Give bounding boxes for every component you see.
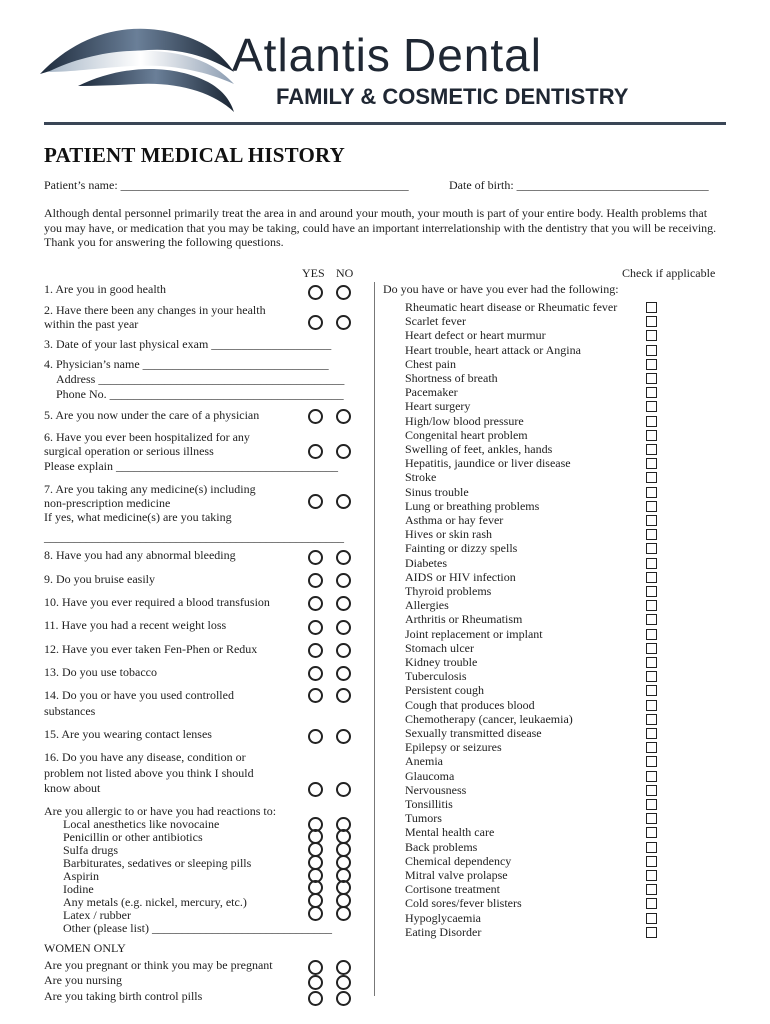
radio-no[interactable]	[336, 729, 351, 744]
question-text: 8. Have you had any abnormal bleeding	[44, 548, 236, 562]
question-text: surgical operation or serious illness	[44, 444, 214, 458]
question-text: Are you nursing	[44, 973, 122, 987]
radio-no[interactable]	[336, 409, 351, 424]
condition-checkbox[interactable]	[646, 700, 657, 711]
condition-label: Diabetes	[405, 555, 447, 570]
condition-checkbox[interactable]	[646, 515, 657, 526]
condition-checkbox[interactable]	[646, 359, 657, 370]
radio-no[interactable]	[336, 666, 351, 681]
radio-no[interactable]	[336, 596, 351, 611]
condition-label: Sinus trouble	[405, 484, 469, 499]
question-text: Other (please list) ______________________________	[63, 921, 332, 935]
condition-checkbox[interactable]	[646, 913, 657, 924]
question-text: Sulfa drugs	[63, 843, 118, 857]
condition-label: Rheumatic heart disease or Rheumatic fever	[405, 300, 618, 314]
condition-checkbox[interactable]	[646, 572, 657, 583]
condition-label: Shortness of breath	[405, 371, 498, 385]
condition-label: Fainting or dizzy spells	[405, 541, 518, 556]
radio-yes[interactable]	[308, 409, 323, 424]
radio-yes[interactable]	[308, 906, 323, 921]
condition-label: Mental health care	[405, 825, 495, 840]
question-text: problem not listed above you think I should	[44, 766, 254, 780]
condition-checkbox[interactable]	[646, 487, 657, 498]
radio-yes[interactable]	[308, 596, 323, 611]
condition-label: Joint replacement or implant	[405, 626, 543, 641]
condition-label: Glaucoma	[405, 768, 455, 783]
question-text: Barbiturates, sedatives or sleeping pills	[63, 856, 252, 870]
radio-no[interactable]	[336, 975, 351, 990]
condition-label: High/low blood pressure	[405, 413, 524, 428]
condition-label: Thyroid problems	[405, 584, 492, 598]
condition-label: Asthma or hay fever	[405, 513, 504, 527]
condition-label: Heart trouble, heart attack or Angina	[405, 342, 581, 357]
intro-paragraph: Although dental personnel primarily treat the area in and around your mouth, your mouth is part of your entire body. Health problems that you may have, or medication that you may be taking, could have an important interrelationship with the dentistry that you will be receiving. Thank you for answering the following questions.	[44, 206, 717, 249]
radio-yes[interactable]	[308, 643, 323, 658]
condition-checkbox[interactable]	[646, 472, 657, 483]
radio-no[interactable]	[336, 285, 351, 300]
condition-checkbox[interactable]	[646, 345, 657, 356]
condition-checkbox[interactable]	[646, 586, 657, 597]
condition-label: Persistent cough	[405, 683, 484, 698]
condition-checkbox[interactable]	[646, 416, 657, 427]
condition-checkbox[interactable]	[646, 842, 657, 853]
condition-label: Allergies	[405, 598, 449, 613]
question-text: 15. Are you wearing contact lenses	[44, 727, 212, 741]
condition-checkbox[interactable]	[646, 600, 657, 611]
question-text: know about	[44, 781, 101, 795]
condition-checkbox[interactable]	[646, 629, 657, 640]
condition-checkbox[interactable]	[646, 827, 657, 838]
condition-label: Chemotherapy (cancer, leukaemia)	[405, 711, 573, 726]
question-text: Local anesthetics like novocaine	[63, 817, 220, 831]
condition-label: Tumors	[405, 811, 442, 826]
condition-checkbox[interactable]	[646, 330, 657, 341]
condition-checkbox[interactable]	[646, 927, 657, 938]
condition-checkbox[interactable]	[646, 430, 657, 441]
condition-checkbox[interactable]	[646, 401, 657, 412]
condition-label: Cough that produces blood	[405, 697, 535, 712]
condition-label: Anemia	[405, 754, 443, 769]
condition-label: Tonsillitis	[405, 797, 453, 811]
question-text: within the past year	[44, 317, 139, 331]
radio-no[interactable]	[336, 573, 351, 588]
condition-checkbox[interactable]	[646, 685, 657, 696]
condition-checkbox[interactable]	[646, 501, 657, 512]
condition-label: Stroke	[405, 470, 437, 485]
brand-tagline: FAMILY & COSMETIC DENTISTRY	[276, 84, 629, 109]
radio-no[interactable]	[336, 444, 351, 459]
condition-checkbox[interactable]	[646, 458, 657, 469]
column-divider	[374, 282, 375, 996]
radio-yes[interactable]	[308, 550, 323, 565]
condition-label: Sexually transmitted disease	[405, 726, 542, 740]
condition-checkbox[interactable]	[646, 543, 657, 554]
question-text: 4. Physician’s name _______________________________	[44, 357, 329, 371]
condition-checkbox[interactable]	[646, 884, 657, 895]
header-divider	[44, 122, 726, 125]
condition-checkbox[interactable]	[646, 558, 657, 569]
condition-checkbox[interactable]	[646, 856, 657, 867]
condition-checkbox[interactable]	[646, 799, 657, 810]
condition-checkbox[interactable]	[646, 444, 657, 455]
question-text: 6. Have you ever been hospitalized for any	[44, 430, 250, 444]
condition-label: Chemical dependency	[405, 853, 512, 868]
condition-checkbox[interactable]	[646, 529, 657, 540]
condition-label: Tuberculosis	[405, 669, 467, 684]
condition-label: Cold sores/fever blisters	[405, 896, 522, 911]
condition-checkbox[interactable]	[646, 302, 657, 313]
question-text: If yes, what medicine(s) are you taking	[44, 510, 232, 524]
question-text: 10. Have you ever required a blood transfusion	[44, 595, 270, 609]
condition-checkbox[interactable]	[646, 316, 657, 327]
condition-label: Hepatitis, jaundice or liver disease	[405, 456, 571, 471]
radio-yes[interactable]	[308, 729, 323, 744]
condition-label: Pacemaker	[405, 385, 458, 400]
question-text: Latex / rubber	[63, 908, 131, 922]
question-text: Any metals (e.g. nickel, mercury, etc.)	[63, 895, 247, 909]
page-title: PATIENT MEDICAL HISTORY	[44, 143, 346, 167]
condition-checkbox[interactable]	[646, 813, 657, 824]
condition-checkbox[interactable]	[646, 387, 657, 398]
question-text: __________________________________________________	[44, 530, 344, 544]
condition-checkbox[interactable]	[646, 728, 657, 739]
condition-label: Kidney trouble	[405, 655, 478, 669]
question-text: Are you taking birth control pills	[44, 989, 203, 1003]
question-text: Iodine	[63, 882, 94, 896]
question-text: Penicillin or other antibiotics	[63, 830, 203, 844]
condition-label: AIDS or HIV infection	[405, 569, 516, 584]
condition-checkbox[interactable]	[646, 373, 657, 384]
question-text: Address _________________________________________	[56, 372, 345, 386]
date-of-birth-field[interactable]: Date of birth: ________________________________	[449, 178, 709, 192]
condition-label: Back problems	[405, 839, 478, 854]
radio-no[interactable]	[336, 550, 351, 565]
condition-label: Chest pain	[405, 356, 456, 371]
condition-checkbox[interactable]	[646, 785, 657, 796]
question-text: 9. Do you bruise easily	[44, 572, 155, 586]
radio-yes[interactable]	[308, 315, 323, 330]
condition-checkbox[interactable]	[646, 614, 657, 625]
condition-label: Heart surgery	[405, 399, 471, 414]
radio-yes[interactable]	[308, 991, 323, 1006]
condition-checkbox[interactable]	[646, 657, 657, 668]
condition-label: Cortisone treatment	[405, 882, 500, 897]
radio-no[interactable]	[336, 782, 351, 797]
question-text: Please explain _____________________________________	[44, 459, 338, 473]
question-text: 1. Are you in good health	[44, 282, 166, 296]
radio-no[interactable]	[336, 494, 351, 509]
question-text: Are you pregnant or think you may be pregnant	[44, 958, 273, 972]
condition-label: Scarlet fever	[405, 314, 466, 329]
question-text: 3. Date of your last physical exam ____________________	[44, 337, 332, 351]
question-text: substances	[44, 704, 96, 718]
question-text: Phone No. _______________________________________	[56, 387, 344, 401]
condition-checkbox[interactable]	[646, 714, 657, 725]
check-if-applicable-header: Check if applicable	[622, 266, 716, 280]
radio-yes[interactable]	[308, 782, 323, 797]
condition-label: Congenital heart problem	[405, 427, 528, 442]
logo-swoosh	[38, 24, 238, 120]
radio-no[interactable]	[336, 960, 351, 975]
patient-name-field[interactable]: Patient’s name: ________________________________________________	[44, 178, 409, 192]
question-text: 2. Have there been any changes in your health	[44, 303, 266, 317]
condition-checkbox[interactable]	[646, 771, 657, 782]
condition-label: Arthritis or Rheumatism	[405, 612, 523, 627]
no-column-header: NO	[336, 266, 354, 280]
condition-label: Hives or skin rash	[405, 527, 492, 542]
condition-label: Hypoglycaemia	[405, 910, 481, 925]
question-text: Aspirin	[63, 869, 99, 883]
question-text: WOMEN ONLY	[44, 941, 126, 955]
conditions-prompt: Do you have or have you ever had the following:	[383, 282, 619, 296]
condition-label: Mitral valve prolapse	[405, 868, 508, 882]
radio-no[interactable]	[336, 620, 351, 635]
radio-yes[interactable]	[308, 285, 323, 300]
radio-yes[interactable]	[308, 573, 323, 588]
condition-label: Swelling of feet, ankles, hands	[405, 442, 553, 456]
question-text: 16. Do you have any disease, condition or	[44, 750, 246, 764]
radio-yes[interactable]	[308, 688, 323, 703]
question-text: 13. Do you use tobacco	[44, 665, 157, 679]
radio-no[interactable]	[336, 991, 351, 1006]
radio-no[interactable]	[336, 688, 351, 703]
question-text: 14. Do you or have you used controlled	[44, 688, 234, 702]
brand-name: Atlantis Dental	[232, 29, 542, 81]
radio-no[interactable]	[336, 643, 351, 658]
radio-yes[interactable]	[308, 620, 323, 635]
condition-checkbox[interactable]	[646, 671, 657, 682]
condition-label: Epilepsy or seizures	[405, 740, 502, 755]
radio-yes[interactable]	[308, 666, 323, 681]
yes-column-header: YES	[302, 266, 325, 280]
condition-label: Eating Disorder	[405, 924, 482, 939]
question-text: 5. Are you now under the care of a physician	[44, 408, 260, 422]
condition-checkbox[interactable]	[646, 756, 657, 767]
condition-label: Nervousness	[405, 782, 467, 797]
radio-yes[interactable]	[308, 494, 323, 509]
condition-label: Lung or breathing problems	[405, 498, 540, 513]
question-text: 7. Are you taking any medicine(s) including	[44, 482, 256, 496]
question-text: 11. Have you had a recent weight loss	[44, 618, 227, 632]
question-text: non-prescription medicine	[44, 496, 171, 510]
condition-checkbox[interactable]	[646, 742, 657, 753]
condition-checkbox[interactable]	[646, 870, 657, 881]
condition-label: Heart defect or heart murmur	[405, 328, 546, 343]
radio-yes[interactable]	[308, 444, 323, 459]
question-text: 12. Have you ever taken Fen-Phen or Redux	[44, 642, 258, 656]
condition-checkbox[interactable]	[646, 898, 657, 909]
radio-no[interactable]	[336, 906, 351, 921]
condition-checkbox[interactable]	[646, 643, 657, 654]
question-text: Are you allergic to or have you had reactions to:	[44, 804, 277, 818]
radio-no[interactable]	[336, 315, 351, 330]
condition-label: Stomach ulcer	[405, 640, 474, 655]
radio-yes[interactable]	[308, 975, 323, 990]
radio-yes[interactable]	[308, 960, 323, 975]
